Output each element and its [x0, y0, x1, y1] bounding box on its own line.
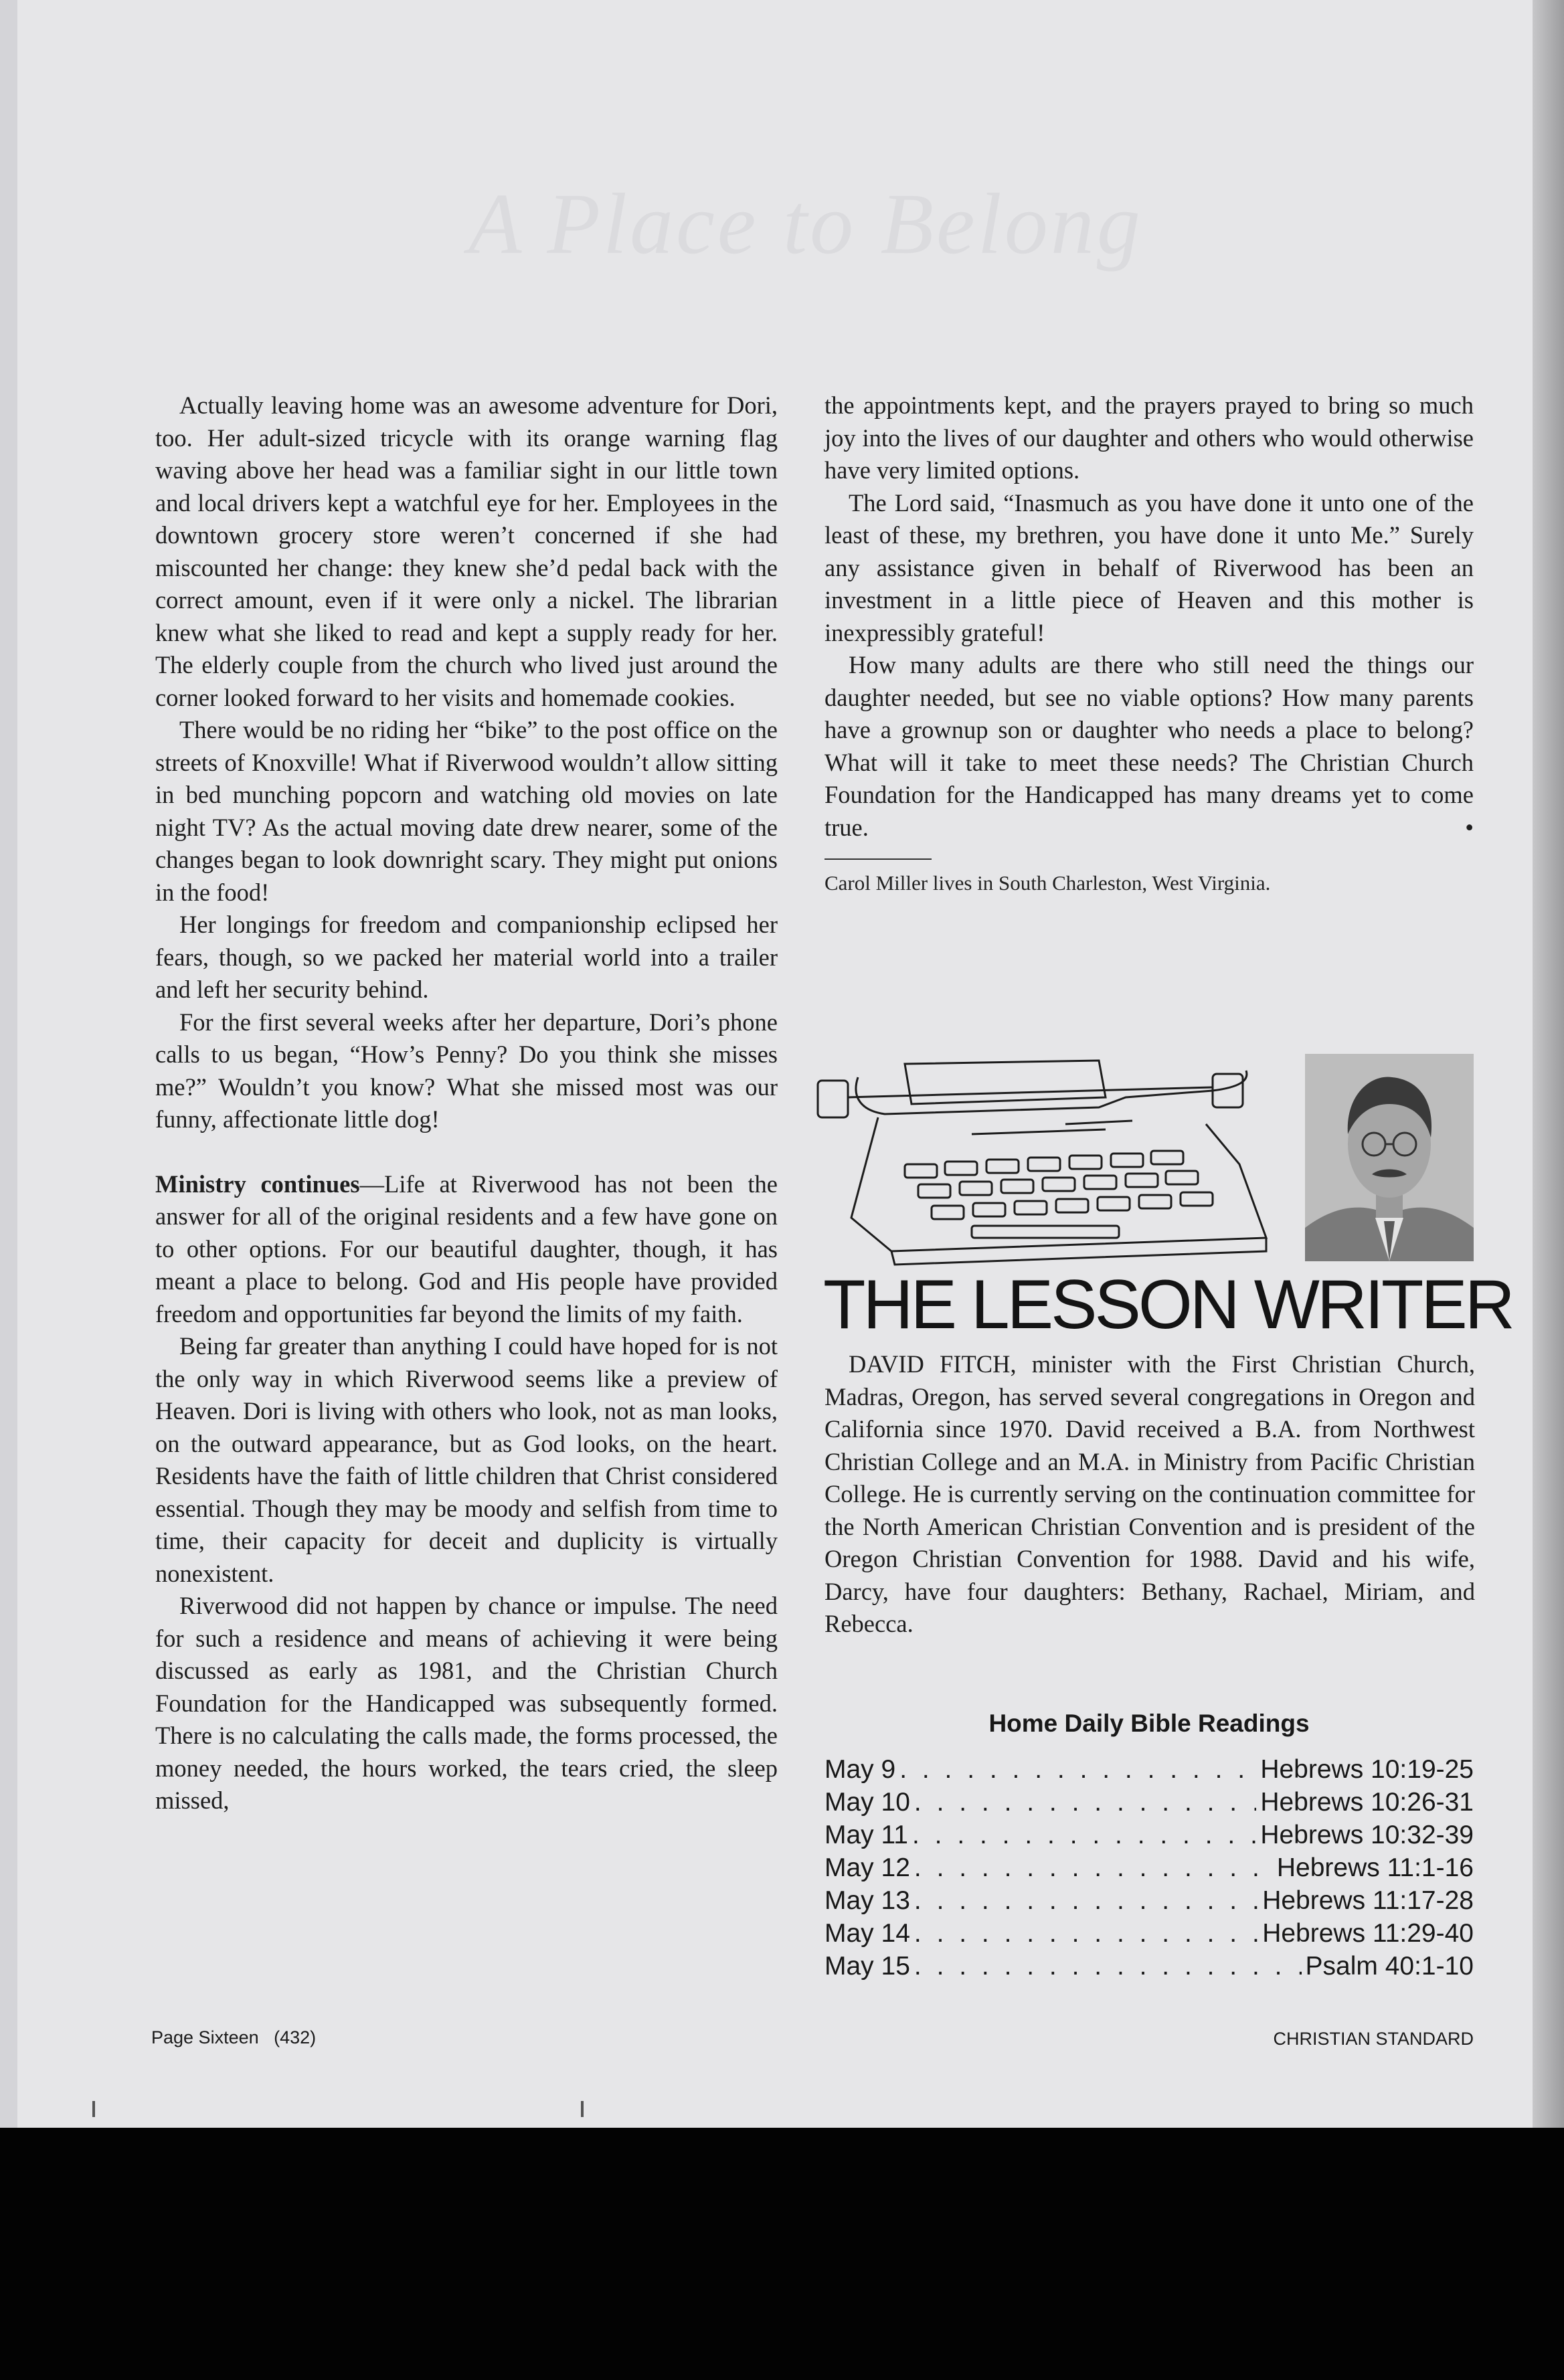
page-right-edge [1533, 0, 1564, 2128]
reading-row [824, 1786, 1474, 1819]
reading-reference: Hebrews 11:1-16 [1276, 1853, 1474, 1882]
page-edge-tick [92, 2101, 95, 2117]
readings-list [824, 1753, 1474, 1983]
body-paragraph: There would be no riding her “bike” to the post office on the streets of Knoxville! What if Riverwood wouldn’t allow sitting in bed munching popcorn and watching old movies on late night TV? As the actual moving date drew nearer, some of the changes began to look downright scary. They might put onions in the food! [155, 716, 778, 906]
section-text: —Life at Riverwood has not been the answer for all of the original residents and a few have gone on to other options. For our beautiful daughter, though, it has meant a place to belong. God and His people have provided freedom and opportunities far beyond the limits of my faith. [155, 1170, 778, 1328]
left-column [155, 389, 778, 1817]
reading-row [824, 1950, 1474, 1983]
reading-reference: Hebrews 10:32-39 [1260, 1821, 1474, 1849]
page-number-footer: Page Sixteen (432) [151, 2027, 317, 2047]
reading-row [824, 1851, 1474, 1884]
reading-row [824, 1819, 1474, 1851]
body-paragraph: Riverwood did not happen by chance or impulse. The need for such a residence and means of achieving it were being discussed as early as 1981, and the Christian Church Foundation for the Handicapped was subsequently formed. There is no calculating the calls made, the forms processed, the money needed, the hours worked, the tears cried, the sleep missed, [155, 1592, 778, 1814]
end-mark: • [1465, 813, 1474, 841]
body-paragraph: The Lord said, “Inasmuch as you have done it unto one of the least of these, my brethren, you have done it unto Me.” Surely any assistance given in behalf of Riverwood has been an investment in a little piece of Heaven and this mother is inexpressibly grateful! [824, 488, 1474, 646]
body-paragraph: For the first several weeks after her departure, Dori’s phone calls to us began, “How’s Penny? Do you think she misses me?” Wouldn’t you know? What she missed most was our funny, affectionate little dog! [155, 1008, 778, 1133]
reading-date: May 10 [824, 1788, 910, 1817]
reading-reference: Hebrews 10:19-25 [1260, 1755, 1474, 1784]
divider [824, 858, 932, 860]
page-edge-tick [581, 2101, 584, 2117]
reading-date: May 15 [824, 1952, 910, 1981]
reading-date: May 12 [824, 1853, 910, 1882]
reading-date: May 14 [824, 1919, 910, 1948]
lesson-writer-bio: DAVID FITCH, minister with the First Christian Church, Madras, Oregon, has served several congregations in Oregon and California since 1970. David received a B.A. from Northwest Christian College and an M.A. in Ministry from Pacific Christian College. He is currently serving on the continuation committee for the North American Christian Convention and is president of the Oregon Christian Convention for 1988. David and his wife, Darcy, have four daughters: Bethany, Rachael, Miriam, and Rebecca. [824, 1350, 1475, 1637]
body-paragraph [824, 649, 1474, 844]
reading-reference: Hebrews 11:29-40 [1262, 1919, 1474, 1948]
lesson-writer-heading: THE LESSON WRITER [823, 1266, 1512, 1344]
reading-date: May 13 [824, 1886, 910, 1915]
page-left-edge [0, 0, 17, 2128]
reading-date: May 9 [824, 1755, 896, 1784]
right-column [824, 389, 1474, 897]
paragraph-text: How many adults are there who still need the things our daughter needed, but see no viable options? How many parents have a grownup son or daughter who needs a place to belong? What will it take to meet these needs? The Christian Church Foundation for the Handicapped has many dreams yet to come true. [824, 651, 1474, 841]
reading-reference: Hebrews 10:26-31 [1260, 1788, 1474, 1817]
readings-heading: Home Daily Bible Readings [988, 1710, 1310, 1737]
reading-date: May 11 [824, 1821, 908, 1849]
reading-row [824, 1753, 1474, 1786]
reading-reference: Hebrews 11:17-28 [1262, 1886, 1474, 1915]
publication-footer: CHRISTIAN STANDARD [1273, 2029, 1474, 2049]
section-lead: Ministry continues [155, 1170, 360, 1198]
reading-row [824, 1884, 1474, 1917]
body-paragraph: Her longings for freedom and companionship eclipsed her fears, though, so we packed her material world into a trailer and left her security behind. [155, 911, 778, 1003]
section-paragraph [155, 1168, 778, 1331]
reading-reference: Psalm 40:1-10 [1305, 1952, 1474, 1981]
author-note: Carol Miller lives in South Charleston, West Virginia. [824, 871, 1271, 895]
author-photo [1305, 1054, 1474, 1261]
reading-row [824, 1917, 1474, 1950]
body-paragraph: the appointments kept, and the prayers prayed to bring so much joy into the lives of our daughter and others who would otherwise have very limited options. [824, 391, 1474, 484]
body-paragraph: Being far greater than anything I could have hoped for is not the only way in which Riverwood seems like a preview of Heaven. Dori is living with others who look, not as man looks, on the outward appearance, but as God looks, on the heart. Residents have the faith of little children that Christ considered essential. Though they may be moody and selfish from time to time, their capacity for deceit and duplicity is virtually nonexistent. [155, 1332, 778, 1587]
body-paragraph: Actually leaving home was an awesome adventure for Dori, too. Her adult-sized tricycle with its orange warning flag waving above her head was a familiar sight in our little town and local drivers kept a watchful eye for her. Employees in the downtown grocery store weren’t concerned if she had miscounted her change: they knew she’d pedal back with the correct amount, even if it were only a nickel. The librarian knew what she liked to read and kept a supply ready for her. The elderly couple from the church who lived just around the corner looked forward to her visits and homemade cookies. [155, 391, 778, 711]
typewriter-illustration [811, 1050, 1293, 1271]
show-through-title: A Place to Belong [468, 176, 1143, 272]
